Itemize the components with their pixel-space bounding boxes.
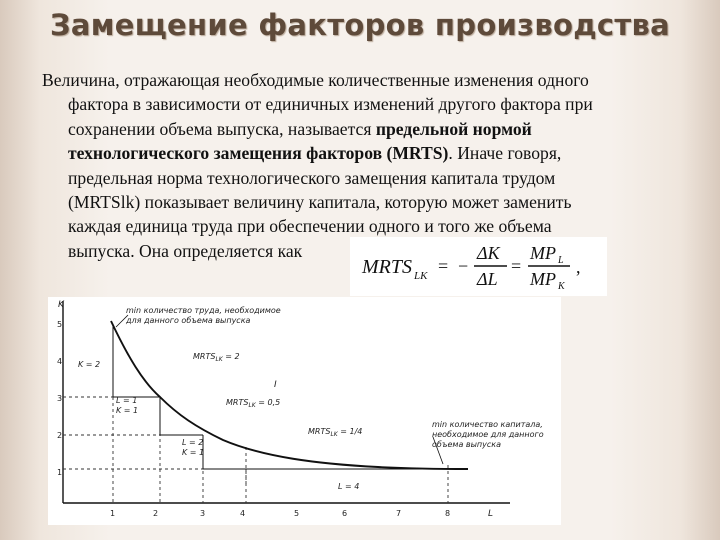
- y-axis-label: K: [58, 300, 64, 310]
- formula-svg: [350, 237, 607, 296]
- isoquant-graph: [48, 297, 561, 525]
- x-tick-7: 7: [396, 509, 402, 518]
- y-tick-2: 2: [57, 431, 63, 440]
- y-tick-3: 3: [57, 394, 63, 403]
- mrts-label-2-val: = 0,5: [255, 398, 281, 407]
- formula-mpl-sub: L: [558, 255, 564, 266]
- curve-label: I: [274, 380, 277, 390]
- graph-svg: [48, 297, 561, 525]
- formula-dl: ΔL: [477, 269, 498, 289]
- mrts-label-2: [226, 398, 280, 409]
- formula-lhs: MRTS: [362, 256, 412, 278]
- label-k1a: K = 1: [116, 406, 139, 415]
- formula-comma: ,: [576, 257, 581, 277]
- formula-dk: ΔK: [477, 243, 500, 263]
- para-line-2: фактора в зависимости от единичных изменений другого фактора при: [68, 94, 593, 115]
- y-tick-1: 1: [57, 468, 63, 477]
- mrts-label-2-main: MRTS: [226, 398, 249, 407]
- para-line-4-text: . Иначе говоря,: [448, 143, 562, 164]
- annot-right-1: min количество капитала,: [432, 420, 543, 429]
- annotation-pointers: [116, 315, 443, 464]
- term-bold-1: предельной нормой: [375, 118, 532, 139]
- mrts-label-3-val: = 1/4: [337, 427, 363, 436]
- x-tick-8: 8: [445, 509, 451, 518]
- annot-right-3: объема выпуска: [432, 440, 502, 449]
- formula-minus: −: [458, 256, 469, 276]
- para-line-1: Величина, отражающая необходимые количественные изменения одного: [42, 70, 589, 90]
- annot-top-1: min количество труда, необходимое: [126, 306, 281, 315]
- para-line-3: [42, 117, 682, 141]
- annotations: [78, 306, 544, 491]
- mrts-label-1-val: = 2: [222, 352, 240, 361]
- mrts-label-1-main: MRTS: [193, 352, 216, 361]
- slide-title: Замещение факторов производства: [49, 8, 671, 42]
- mrts-label-3: [308, 427, 362, 438]
- para-line-7: каждая единица труда при обеспечении одного и того же объема: [68, 216, 552, 237]
- isoquant-curve: [111, 321, 468, 469]
- step-lines: [113, 325, 448, 469]
- y-tick-4: 4: [57, 357, 63, 366]
- label-l1: L = 1: [116, 396, 138, 405]
- x-axis-label: L: [488, 509, 494, 519]
- mrts-label-2-sub: LK: [248, 402, 256, 409]
- definition-paragraph: [42, 68, 682, 263]
- formula-mpl: MP: [530, 243, 556, 263]
- x-tick-1: 1: [110, 509, 116, 518]
- label-l4: L = 4: [338, 482, 360, 491]
- mrts-label-3-main: MRTS: [308, 427, 331, 436]
- formula-lhs-sub: LK: [414, 270, 428, 282]
- annot-top-2: для данного объема выпуска: [126, 316, 251, 325]
- para-line-3-text: сохранении объема выпуска, называется: [68, 118, 376, 139]
- mrts-formula: [350, 237, 607, 296]
- x-tick-3: 3: [200, 509, 206, 518]
- formula-eq1: =: [438, 256, 449, 276]
- term-bold-2: технологического замещения факторов (MRTS): [68, 143, 449, 164]
- label-k1b: K = 1: [182, 448, 205, 457]
- formula-mpk-sub: K: [558, 281, 565, 292]
- para-line-8: выпуска. Она определяется как: [68, 240, 303, 261]
- para-line-5: предельная норма технологического замещения капитала трудом: [68, 167, 556, 188]
- mrts-label-1: [193, 352, 240, 363]
- y-tick-5: 5: [57, 320, 63, 329]
- label-l2: L = 2: [182, 438, 204, 447]
- label-k2: K = 2: [78, 360, 101, 369]
- x-tick-2: 2: [153, 509, 159, 518]
- mrts-label-1-sub: LK: [215, 356, 223, 363]
- x-tick-4: 4: [240, 509, 246, 518]
- x-tick-6: 6: [342, 509, 348, 518]
- para-line-6: (MRTSlk) показывает величину капитала, которую может заменить: [68, 192, 572, 213]
- formula-eq2: =: [511, 256, 522, 276]
- para-line-4: [42, 141, 682, 165]
- formula-mpk: MP: [530, 269, 556, 289]
- annot-right-2: необходимое для данного: [432, 430, 544, 439]
- x-tick-5: 5: [294, 509, 300, 518]
- mrts-label-3-sub: LK: [330, 431, 338, 438]
